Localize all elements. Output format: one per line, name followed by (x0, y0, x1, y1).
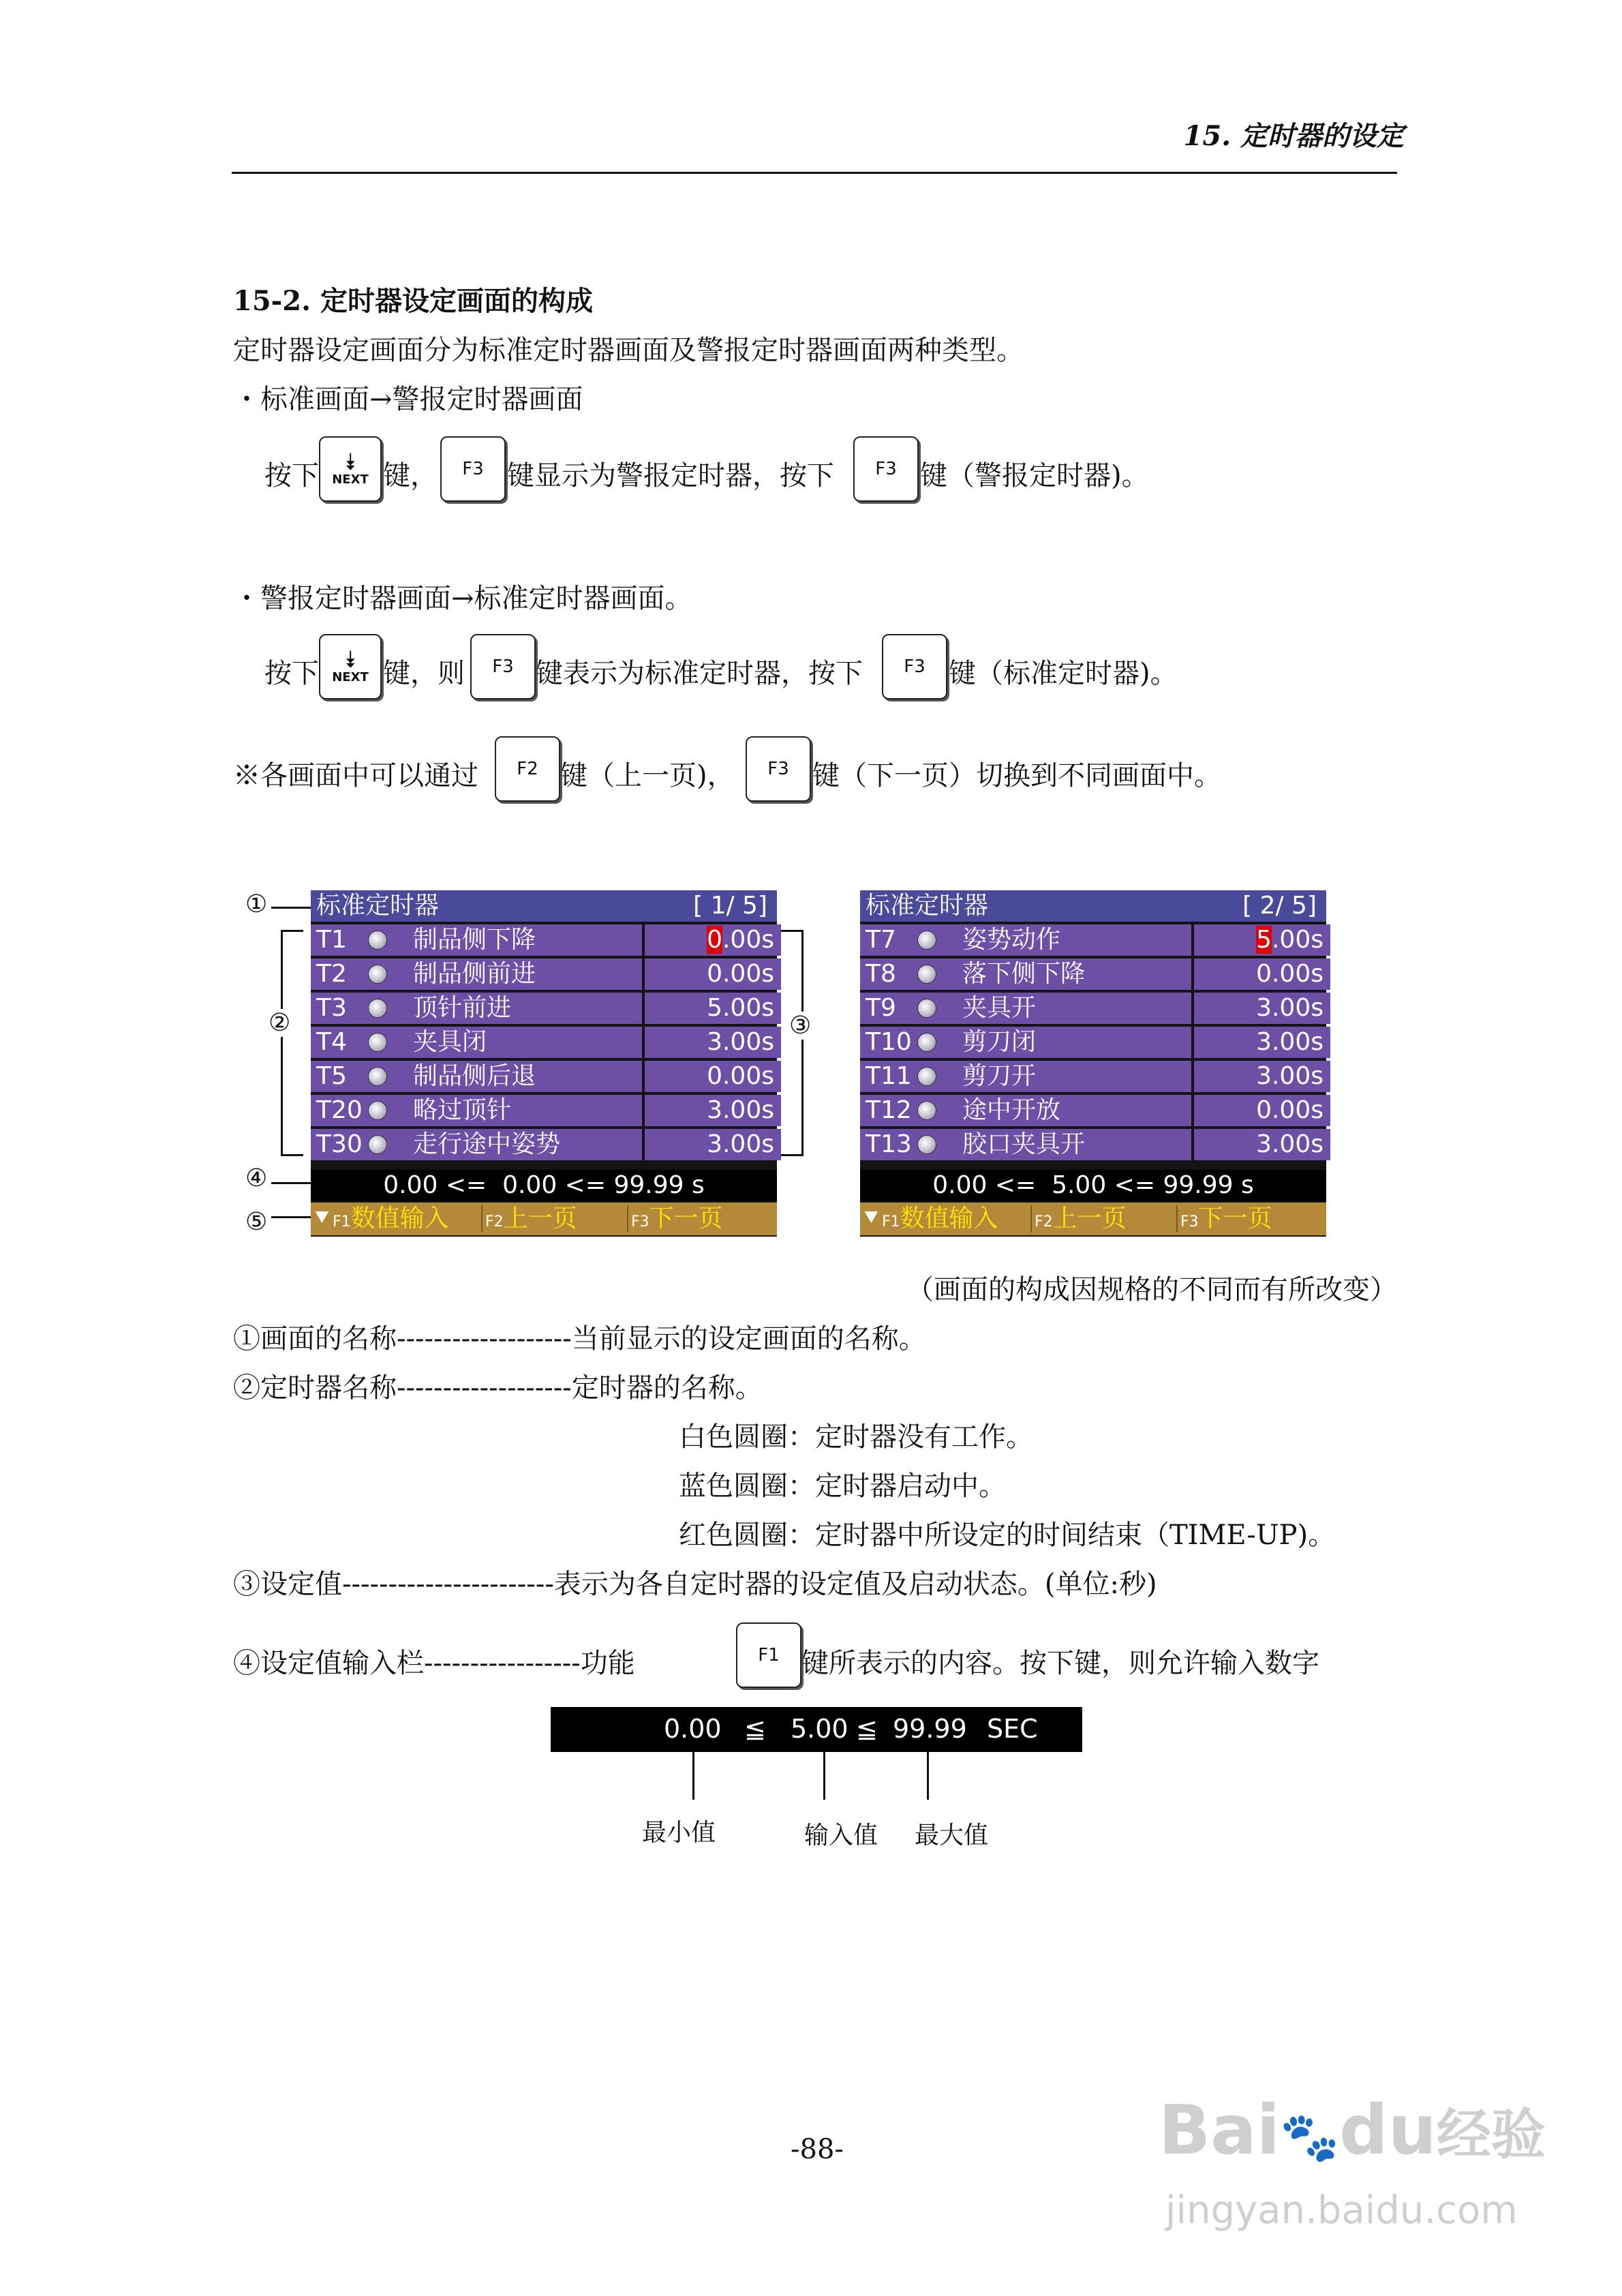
timer-name: 落下侧下降 (962, 960, 1086, 988)
timer-value[interactable]: 3.00s (645, 1095, 781, 1126)
timer-name: 夹具开 (962, 994, 1037, 1022)
legend-input-field-desc: 键所表示的内容。按下键，则允许输入数字 (801, 1648, 1319, 1679)
timer-id: T1 (316, 926, 347, 954)
timer-row[interactable] (311, 1093, 777, 1128)
timer-name: 略过顶针 (413, 1096, 512, 1124)
bracket-set-values (781, 930, 804, 1156)
timer-row[interactable] (860, 1128, 1326, 1162)
chapter-title: 15. 定时器的设定 (1183, 120, 1404, 152)
status-lamp-icon (917, 999, 936, 1018)
next-key-icon: ⯯ NEXT (319, 634, 382, 699)
callout-5: ⑤ (245, 1208, 268, 1236)
max-value: 99.99 (893, 1714, 967, 1744)
callout-1: ① (245, 890, 268, 918)
page-number: -88- (791, 2134, 844, 2165)
legend-input-field: ④设定值输入栏-----------------功能 (233, 1648, 635, 1679)
item1-text-1: 按下 (264, 460, 319, 492)
input-pointer-line (823, 1752, 825, 1800)
bracket-timer-names (281, 930, 303, 1156)
timer-name: 制品侧前进 (413, 960, 536, 988)
item1-heading: ・标准画面→警报定时器画面 (233, 384, 583, 415)
f3-key-icon: F3 (746, 736, 811, 802)
max-value-label: 最大值 (915, 1822, 989, 1849)
status-lamp-icon (368, 999, 387, 1018)
f2-key-button[interactable]: F2上一页 (485, 1205, 577, 1233)
timer-row[interactable] (311, 1128, 777, 1162)
timer-value[interactable]: 3.00s (645, 1129, 781, 1160)
screen-title-bar (860, 890, 1326, 922)
le-symbol: ≦ (744, 1714, 766, 1744)
timer-value[interactable]: 0.00s (1194, 958, 1330, 990)
callout-4: ④ (245, 1164, 268, 1192)
f2-key-icon: F2 (495, 736, 560, 802)
screen-title: 标准定时器 (866, 892, 989, 920)
header-rule (232, 172, 1397, 174)
timer-value[interactable]: 3.00s (1194, 1061, 1330, 1092)
timer-row[interactable] (860, 1059, 1326, 1093)
timer-name: 夹具闭 (413, 1028, 487, 1056)
timer-row[interactable] (860, 991, 1326, 1025)
input-value-label: 输入值 (804, 1822, 878, 1849)
screen-title: 标准定时器 (316, 892, 440, 920)
input-range-bar: 0.00 <= 0.00 <= 99.99 s (311, 1170, 777, 1201)
timer-id: T8 (866, 960, 896, 988)
min-pointer-line (692, 1752, 694, 1800)
status-lamp-icon (917, 1067, 936, 1086)
item2-text-2: 键，则 (383, 658, 465, 689)
input-cursor: 5 (1256, 926, 1272, 954)
le-symbol: ≦ (856, 1714, 878, 1744)
status-lamp-icon (368, 1067, 387, 1086)
item1-text-3: 键显示为警报定时器，按下 (507, 460, 834, 492)
legend-screen-name: ①画面的名称-------------------当前显示的设定画面的名称。 (233, 1323, 926, 1355)
timer-id: T4 (316, 1028, 347, 1056)
item2-heading: ・警报定时器画面→标准定时器画面。 (233, 583, 692, 614)
timer-id: T3 (316, 994, 347, 1022)
figure-caption: （画面的构成因规格的不同而有所改变） (906, 1274, 1397, 1305)
value-input-bar (551, 1707, 1082, 1752)
f3-key-button[interactable]: F3下一页 (1180, 1205, 1272, 1233)
timer-name: 剪刀闭 (962, 1028, 1037, 1056)
timer-id: T30 (316, 1130, 363, 1158)
f1-key-button[interactable]: F1数值输入 (333, 1205, 449, 1233)
timer-row[interactable] (860, 1025, 1326, 1059)
timer-value[interactable]: 3.00s (1194, 1129, 1330, 1160)
screen-page-indicator: [ 1/ 5] (693, 892, 767, 920)
chevron-down-icon: ⯆ (312, 1205, 332, 1233)
timer-id: T7 (866, 926, 896, 954)
timer-value[interactable]: 0.00s (645, 1061, 781, 1092)
timer-name: 走行途中姿势 (413, 1130, 561, 1158)
legend-set-value: ③设定值-----------------------表示为各自定时器的设定值及启动状态。(单位:秒) (233, 1569, 1157, 1600)
timer-value[interactable]: 3.00s (645, 1027, 781, 1058)
timer-screen-1 (311, 890, 777, 1237)
min-value: 0.00 (664, 1714, 722, 1744)
timer-name: 途中开放 (962, 1096, 1061, 1124)
callout-3: ③ (789, 1012, 812, 1040)
note-text-2: 键（上一页)， (560, 760, 735, 791)
timer-row[interactable] (311, 957, 777, 991)
status-lamp-icon (917, 1033, 936, 1052)
timer-value[interactable]: 0.00s (645, 924, 781, 956)
next-key-icon: ⯯ NEXT (319, 436, 382, 502)
status-lamp-icon (917, 1135, 936, 1154)
legend-blue-circle: 蓝色圆圈：定时器启动中。 (679, 1470, 1006, 1502)
function-key-bar (860, 1203, 1326, 1235)
status-lamp-icon (368, 1101, 387, 1120)
timer-value[interactable]: 3.00s (1194, 993, 1330, 1024)
f3-key-button[interactable]: F3下一页 (631, 1205, 723, 1233)
section-intro: 定时器设定画面分为标准定时器画面及警报定时器画面两种类型。 (233, 335, 1024, 366)
legend-red-circle: 红色圆圈：定时器中所设定的时间结束（TIME-UP)。 (679, 1520, 1336, 1551)
timer-row[interactable] (311, 991, 777, 1025)
timer-screen-2 (860, 890, 1326, 1237)
timer-row[interactable] (860, 957, 1326, 991)
timer-row[interactable] (311, 923, 777, 957)
f3-key-icon: F3 (882, 634, 947, 699)
f3-key-icon: F3 (853, 436, 919, 502)
status-lamp-icon (917, 1101, 936, 1120)
input-cursor: 0 (707, 926, 722, 954)
timer-id: T13 (866, 1130, 912, 1158)
item1-text-2: 键， (383, 460, 438, 492)
timer-value[interactable]: 0.00s (645, 958, 781, 990)
status-lamp-icon (368, 1135, 387, 1154)
status-lamp-icon (917, 965, 936, 984)
screen-title-bar (311, 890, 777, 922)
legend-timer-name: ②定时器名称-------------------定时器的名称。 (233, 1372, 763, 1404)
max-pointer-line (927, 1752, 929, 1800)
chevron-down-icon: ⯆ (861, 1205, 881, 1233)
note-text-1: ※各画面中可以通过 (233, 760, 478, 791)
timer-id: T11 (866, 1062, 912, 1090)
watermark-url: jingyan.baidu.com (1165, 2188, 1518, 2233)
timer-name: 顶针前进 (413, 994, 512, 1022)
note-text-3: 键（下一页）切换到不同画面中。 (812, 760, 1221, 791)
timer-id: T20 (316, 1096, 363, 1124)
timer-value[interactable]: 5.00s (1194, 924, 1330, 956)
status-lamp-icon (917, 931, 936, 950)
timer-id: T5 (316, 1062, 347, 1090)
item2-text-3: 键表示为标准定时器，按下 (536, 658, 863, 689)
timer-row[interactable] (311, 1025, 777, 1059)
timer-id: T2 (316, 960, 347, 988)
timer-id: T10 (866, 1028, 912, 1056)
legend-white-circle: 白色圆圈：定时器没有工作。 (679, 1421, 1033, 1453)
timer-value[interactable]: 3.00s (1194, 1027, 1330, 1058)
f1-key-icon: F1 (736, 1622, 801, 1688)
baidu-watermark-logo: Bai🐾du经验 (1159, 2090, 1546, 2170)
timer-name: 胶口夹具开 (962, 1130, 1086, 1158)
callout-4-line (271, 1182, 311, 1184)
callout-5-line (271, 1216, 311, 1218)
status-lamp-icon (368, 931, 387, 950)
item2-text-4: 键（标准定时器)。 (949, 658, 1178, 689)
timer-name: 剪刀开 (962, 1062, 1037, 1090)
min-value-label: 最小值 (642, 1819, 716, 1847)
timer-id: T9 (866, 994, 896, 1022)
input-range-bar: 0.00 <= 5.00 <= 99.99 s (860, 1170, 1326, 1201)
status-lamp-icon (368, 965, 387, 984)
function-key-bar (311, 1203, 777, 1235)
timer-row[interactable] (860, 923, 1326, 957)
timer-row[interactable] (860, 1093, 1326, 1128)
section-title: 15-2. 定时器设定画面的构成 (233, 285, 593, 317)
callout-1-line (271, 907, 311, 909)
timer-name: 姿势动作 (962, 926, 1061, 954)
item1-text-4: 键（警报定时器)。 (920, 460, 1149, 492)
f1-key-button[interactable]: F1数值输入 (882, 1205, 998, 1233)
input-value: 5.00 (791, 1714, 848, 1744)
unit-label: SEC (987, 1714, 1038, 1744)
screen-page-indicator: [ 2/ 5] (1242, 892, 1317, 920)
timer-name: 制品侧下降 (413, 926, 536, 954)
timer-value[interactable]: 0.00s (1194, 1095, 1330, 1126)
timer-id: T12 (866, 1096, 912, 1124)
f2-key-button[interactable]: F2上一页 (1035, 1205, 1127, 1233)
callout-2: ② (269, 1009, 291, 1037)
timer-name: 制品侧后退 (413, 1062, 536, 1090)
f3-key-icon: F3 (470, 634, 536, 699)
timer-value[interactable]: 5.00s (645, 993, 781, 1024)
item2-text-1: 按下 (264, 658, 319, 689)
f3-key-icon: F3 (440, 436, 506, 502)
status-lamp-icon (368, 1033, 387, 1052)
timer-row[interactable] (311, 1059, 777, 1093)
